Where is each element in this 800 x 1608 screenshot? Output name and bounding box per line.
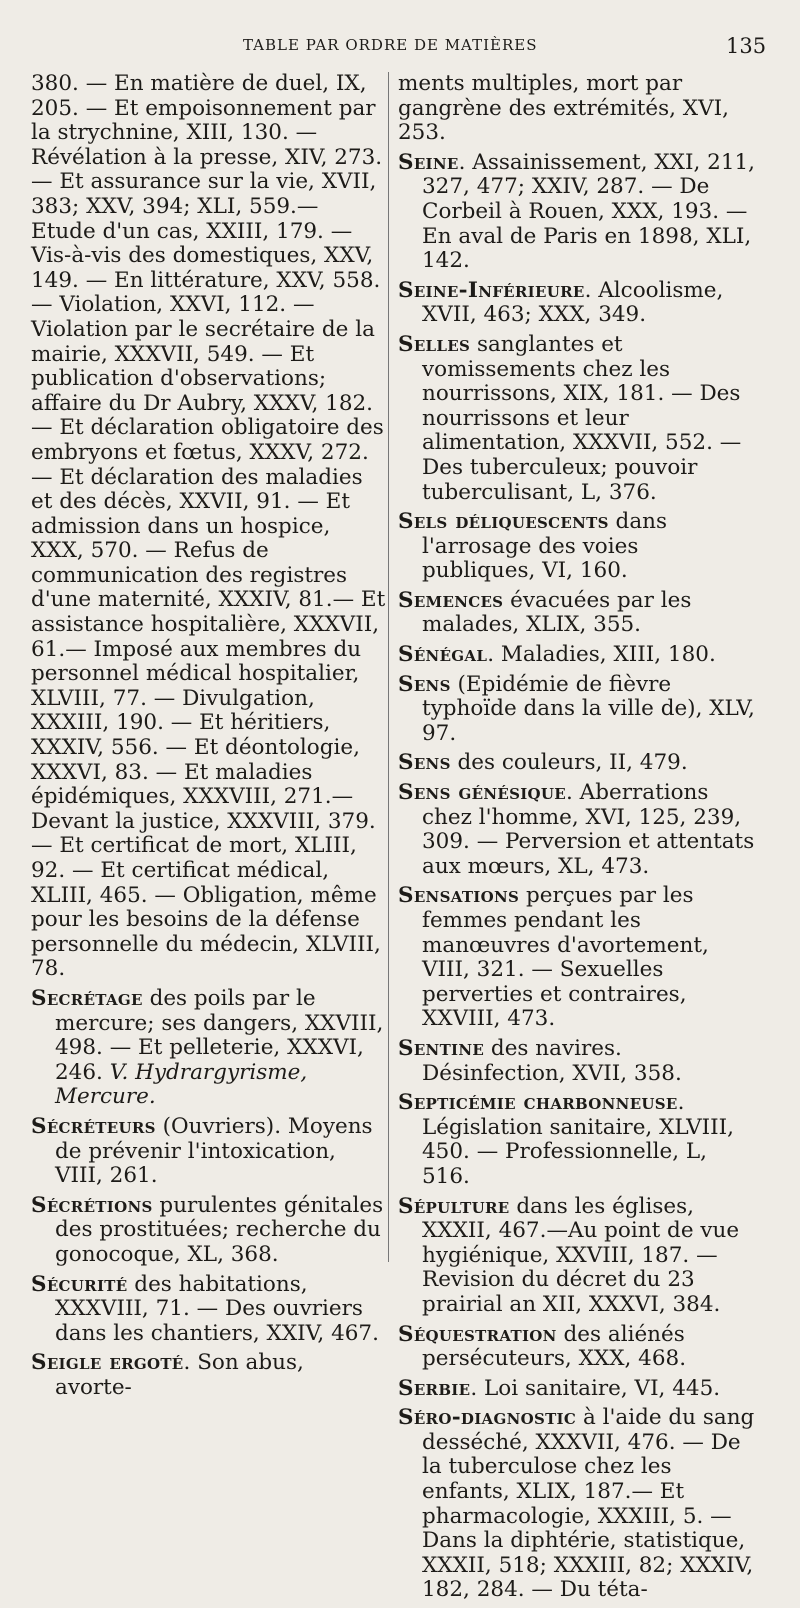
entry-heading: Sécurité (31, 1271, 128, 1297)
entry-heading: Sens génésique (398, 780, 567, 806)
entry-heading: Séro-diagnostic (398, 1405, 577, 1431)
entry-text: (Ouvriers). Moyens de prévenir l'intoxication, VIII, 261. (55, 1113, 373, 1189)
entry-heading: Serbie (398, 1375, 471, 1401)
entry-heading: Séquestration (398, 1321, 557, 1347)
entry-heading: Sensations (398, 883, 520, 909)
entry-heading: Septicémie charbonneuse (398, 1090, 678, 1116)
index-entry (398, 333, 756, 505)
entry-heading: Secrétage (31, 985, 143, 1011)
entry-text: des couleurs, II, 479. (450, 750, 688, 776)
index-entry (398, 1037, 756, 1086)
entry-heading: Sens (398, 671, 451, 697)
entry-heading: Sens (398, 750, 451, 776)
index-entry (31, 1115, 386, 1189)
index-entry (31, 1194, 386, 1268)
index-entry (398, 1406, 756, 1603)
column-divider (388, 72, 389, 1262)
index-entry (31, 1351, 386, 1400)
index-entry (398, 1377, 756, 1402)
entry-heading: Seine (398, 149, 459, 175)
entry-text: sanglantes et vomissements chez les nourrissons, XIX, 181. — Des nourrissons et leur alimentation, XXXVII, 552. — Des tuberculeux; pouvoir tuberculisant, L, 376. (422, 331, 742, 505)
entry-text: des poils par le mercure; ses dangers, XXVIII, 498. — Et pelleterie, XXXVI, 246. (55, 985, 384, 1085)
index-entry (398, 589, 756, 638)
entry-heading: Sécrétions (31, 1192, 153, 1218)
index-entry (398, 1195, 756, 1318)
index-entry (398, 884, 756, 1032)
left-column (31, 72, 386, 1405)
entry-see-also: V. Hydrargyrisme, Mercure. (55, 1059, 308, 1110)
index-entry (398, 751, 756, 776)
entry-heading: Seigle ergoté (31, 1350, 184, 1376)
entry-heading: Semences (398, 587, 504, 613)
entry-text: . Son abus, avorte- (55, 1350, 304, 1400)
running-title: TABLE PAR ORDRE DE MATIÈRES (243, 36, 538, 54)
entry-heading: Sépulture (398, 1193, 510, 1219)
entry-text: évacuées par les malades, XLIX, 355. (422, 587, 692, 638)
entry-text: . Aberrations chez l'homme, XVI, 125, 239, 309. — Perversion et attentats aux mœurs, XL, 473. (422, 780, 755, 879)
right-column (398, 72, 756, 1608)
entry-text: des aliénés persécuteurs, XXX, 468. (422, 1321, 687, 1372)
entry-text: (Epidémie de fièvre typhoïde dans la ville de), XLV, 97. (422, 671, 755, 746)
index-entry (398, 1091, 756, 1189)
page-header (0, 36, 800, 60)
index-entry (31, 72, 386, 982)
entry-heading: Sentine (398, 1035, 485, 1061)
entry-heading: Sénégal (398, 642, 488, 668)
entry-text: purulentes génitales des prostituées; recherche du gonocoque, XL, 368. (55, 1192, 384, 1267)
entry-text: . Loi sanitaire, VI, 445. (470, 1375, 721, 1401)
index-entry (398, 72, 756, 146)
entry-heading: Sécréteurs (31, 1113, 156, 1139)
entry-text: 380. — En matière de duel, IX, 205. — Et empoisonnement par la strychnine, XIII, 130. — Révélation à la presse, XIV, 273. — Et assurance sur la vie, XVII, 383; XXV, 394; XLI, 559.— Etude d'un cas, XXIII, 179. — Vis-à-vis des domestiques, XXV, 149. — En littérature, XXV, 558. — Violation, XXVI, 112. — Violation par le secrétaire de la mairie, XXXVII, 549. — Et publication d'observations; affaire du Dr Aubry, XXXV, 182.— Et déclaration obligatoire des embryons et fœtus, XXXV, 272. — Et déclaration des maladies et des décès, XXVII, 91. — Et admission dans un hospice, XXX, 570. — Refus de communication des registres d'une maternité, XXXIV, 81.— Et assistance hospitalière, XXXVII, 61.— Imposé aux membres du personnel médical hospitalier, XLVIII, 77. — Divulgation, XXXIII, 190. — Et héritiers, XXXIV, 556. — Et déontologie, XXXVI, 83. — Et maladies épidémiques, XXXVIII, 271.— Devant la justice, XXXVIII, 379. — Et certificat de mort, XLIII, 92. — Et certificat médical, XLIII, 465. — Obligation, même pour les besoins de la défense personnelle du médecin, XLVIII, 78. (31, 71, 386, 982)
entry-text: dans les églises, XXXII, 467.—Au point de vue hygiénique, XXVIII, 187. — Revision du décret du 23 prairial an XII, XXXVI, 384. (422, 1193, 740, 1317)
entry-text: . Législation sanitaire, XLVIII, 450. — Professionnelle, L, 516. (422, 1090, 734, 1189)
page-number: 135 (726, 34, 767, 58)
entry-text: . Assainissement, XXI, 211, 327, 477; XXIV, 287. — De Corbeil à Rouen, XXX, 193. — En aval de Paris en 1898, XLI, 142. (422, 149, 756, 274)
entry-text: ments multiples, mort par gangrène des extrémités, XVI, 253. (398, 71, 729, 146)
index-entry (398, 510, 756, 584)
index-entry (398, 279, 756, 328)
entry-heading: Sels déliquescents (398, 509, 609, 535)
entry-text: dans l'arrosage des voies publiques, VI, 160. (422, 509, 668, 584)
index-entry (398, 781, 756, 879)
index-entry (398, 643, 756, 668)
index-entry (398, 673, 756, 747)
entry-text: des habitations, XXXVIII, 71. — Des ouvriers dans les chantiers, XXIV, 467. (55, 1271, 379, 1346)
entry-text: à l'aide du sang desséché, XXXVII, 476. — De la tuberculose chez les enfants, XLIX, 187.— Et pharmacologie, XXXIII, 5. — Dans la diphtérie, statistique, XXXII, 518; XXXIII, 82; XXXIV, 182, 284. — Du téta- (422, 1405, 755, 1603)
entry-heading: Seine-Inférieure (398, 277, 585, 303)
entry-text: . Maladies, XIII, 180. (487, 642, 716, 668)
entry-heading: Selles (398, 331, 471, 357)
index-entry (31, 987, 386, 1110)
entry-text: perçues par les femmes pendant les manœuvres d'avortement, VIII, 321. — Sexuelles perverties et contraires, XXVIII, 473. (422, 883, 709, 1032)
index-entry (398, 151, 756, 274)
entry-text: . Alcoolisme, XVII, 463; XXX, 349. (422, 277, 724, 328)
entry-text: des navires. Désinfection, XVII, 358. (422, 1035, 682, 1086)
index-entry (398, 1323, 756, 1372)
